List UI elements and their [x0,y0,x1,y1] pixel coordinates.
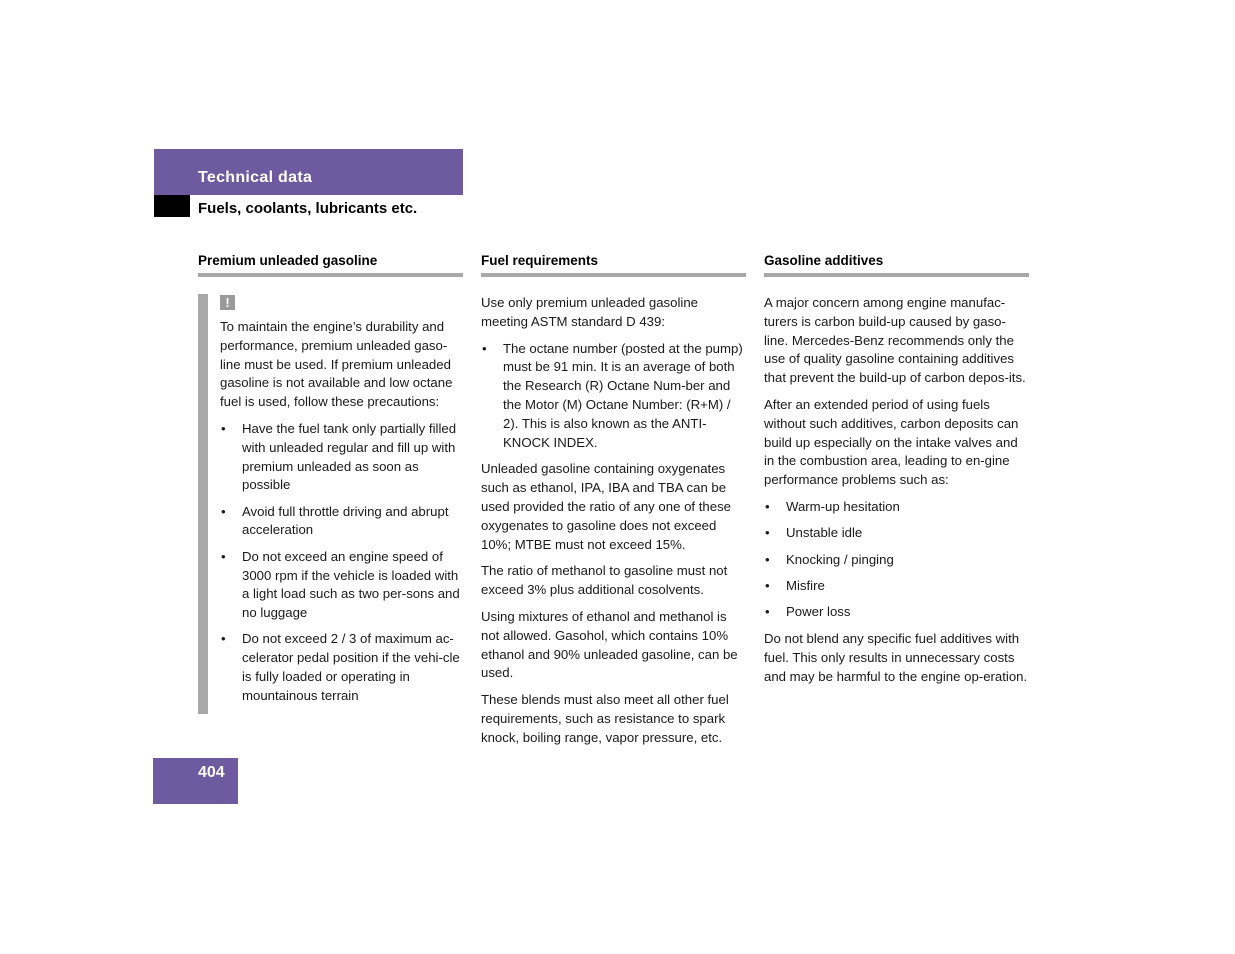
list-item: • Have the fuel tank only partially filled with unleaded regular and fill up with premium unleaded as soon as possible [220,420,463,495]
section-title: Technical data [198,169,313,186]
warning-intro: To maintain the engine’s durability and performance, premium unleaded gaso-line must be used. If premium unleaded gasoline is not available and low octane fuel is used, follow these precautions: [220,319,453,410]
requirements-list [481,340,746,453]
column-heading: Fuel requirements [481,253,746,277]
column-premium-unleaded [198,253,463,714]
list-item: • Unstable idle [764,524,1029,543]
paragraph: Using mixtures of ethanol and methanol is not allowed. Gasohol, which contains 10% ethanol and 90% unleaded gasoline, can be used. [481,608,738,681]
section-marker [154,195,190,217]
paragraph: The ratio of methanol to gasoline must not exceed 3% plus additional cosolvents. [481,563,728,598]
paragraph: Do not blend any specific fuel additives with fuel. This only results in unnecessary costs and may be harmful to the engine op-eration. [764,630,1028,684]
column-heading: Premium unleaded gasoline [198,253,463,277]
list-item: • Do not exceed 2 / 3 of maximum ac-celerator pedal position if the vehi-cle is fully loaded or operating in mountainous terrain [220,630,463,705]
warning-bar [198,294,208,714]
page-number: 404 [198,764,225,781]
warning-exclamation-icon: ! [220,295,235,310]
subsection-title: Fuels, coolants, lubricants etc. [198,200,418,217]
column-fuel-requirements [481,253,746,756]
list-item: • Power loss [764,603,1029,622]
list-item: • Warm-up hesitation [764,498,1029,517]
paragraph: These blends must also meet all other fuel requirements, such as resistance to spark knock, boiling range, vapor pressure, etc. [481,692,729,745]
list-item: • Do not exceed an engine speed of 3000 rpm if the vehicle is loaded with a light load such as two per-sons and no luggage [220,548,463,623]
paragraph: A major concern among engine manufac-turers is carbon build-up caused by gaso-line. Mercedes-Benz recommends only the use of quality gasoline containing additives that prevent the build-up of carbon depos-its. [764,295,1026,386]
list-item: • Avoid full throttle driving and abrupt acceleration [220,503,463,541]
list-item: • The octane number (posted at the pump) must be 91 min. It is an average of both the Research (R) Octane Num-ber and the Motor (M) Octane Number: (R+M) / 2). This is also known as the ANTI-KNOCK INDEX. [481,340,746,453]
paragraph: Unleaded gasoline containing oxygenates such as ethanol, IPA, IBA and TBA can be used provided the ratio of any one of these oxygenates to gasoline does not exceed 10%; MTBE must not exceed 15%. [481,461,732,552]
list-item: • Misfire [764,577,1029,596]
page-number-box [153,758,238,804]
list-item: • Knocking / pinging [764,551,1029,570]
paragraph: Use only premium unleaded gasoline meeting ASTM standard D 439: [481,295,698,329]
problems-list [764,498,1029,622]
column-gasoline-additives [764,253,1029,694]
paragraph: After an extended period of using fuels without such additives, carbon deposits can build up especially on the intake valves and in the combustion area, leading to en-gine performance problems such as: [764,396,1019,488]
precautions-list [220,420,463,706]
column-heading: Gasoline additives [764,253,1029,277]
warning-box [198,294,463,706]
